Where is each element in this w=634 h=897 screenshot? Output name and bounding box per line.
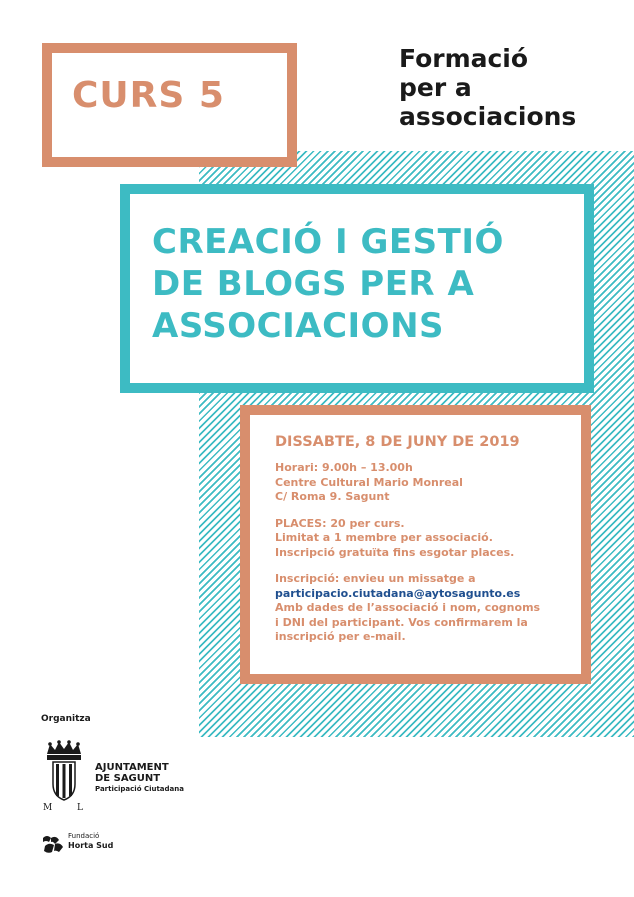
sagunt-line: DE SAGUNT [95,773,161,784]
main-title [152,221,504,347]
places: PLACES: 20 per curs. [275,516,405,530]
event-date: DISSABTE, 8 DE JUNY DE 2019 [275,434,520,450]
main-title-line: DE BLOGS PER A [152,264,475,304]
series-title [399,44,576,131]
places-limit: Limitat a 1 membre per associació. [275,531,493,544]
main-title-line: ASSOCIACIONS [152,306,445,346]
crest-letter: M [43,803,53,812]
sagunt-line: AJUNTAMENT [95,762,169,773]
venue: Centre Cultural Mario Monreal [275,475,463,489]
registration-text: Amb dades de l’associació i nom, cognoms [275,601,541,614]
series-title-line: Formació [399,44,529,73]
places-block [275,517,575,561]
registration-text: inscripció per e-mail. [275,630,406,643]
registration-block [275,572,575,645]
address: C/ Roma 9. Sagunt [275,490,390,503]
horta-line: Fundació [68,832,100,840]
series-title-line: associacions [399,102,577,131]
horta-logo-text [68,832,113,851]
crest-letter: L [77,803,83,812]
event-details [275,433,575,657]
horta-line: Horta Sud [68,841,114,850]
horta-sud-logo-icon [41,832,65,856]
sagunt-logo-text [95,762,184,794]
series-title-line: per a [399,73,472,102]
registration-intro: Inscripció: envieu un missatge a [275,572,476,585]
organizer-label: Organitza [41,714,91,724]
registration-text: i DNI del participant. Vos confirmarem la [275,615,528,629]
sagunt-subtitle: Participació Ciutadana [95,785,184,793]
free-registration: Inscripció gratuïta fins esgotar places. [275,545,515,559]
coat-of-arms-icon [41,740,87,812]
registration-email-link[interactable]: participacio.ciutadana@aytosagunto.es [275,586,521,600]
main-title-line: CREACIÓ I GESTIÓ [152,222,504,262]
course-number: CURS 5 [72,75,225,116]
schedule: Horari: 9.00h – 13.00h [275,461,413,474]
schedule-block [275,461,575,505]
